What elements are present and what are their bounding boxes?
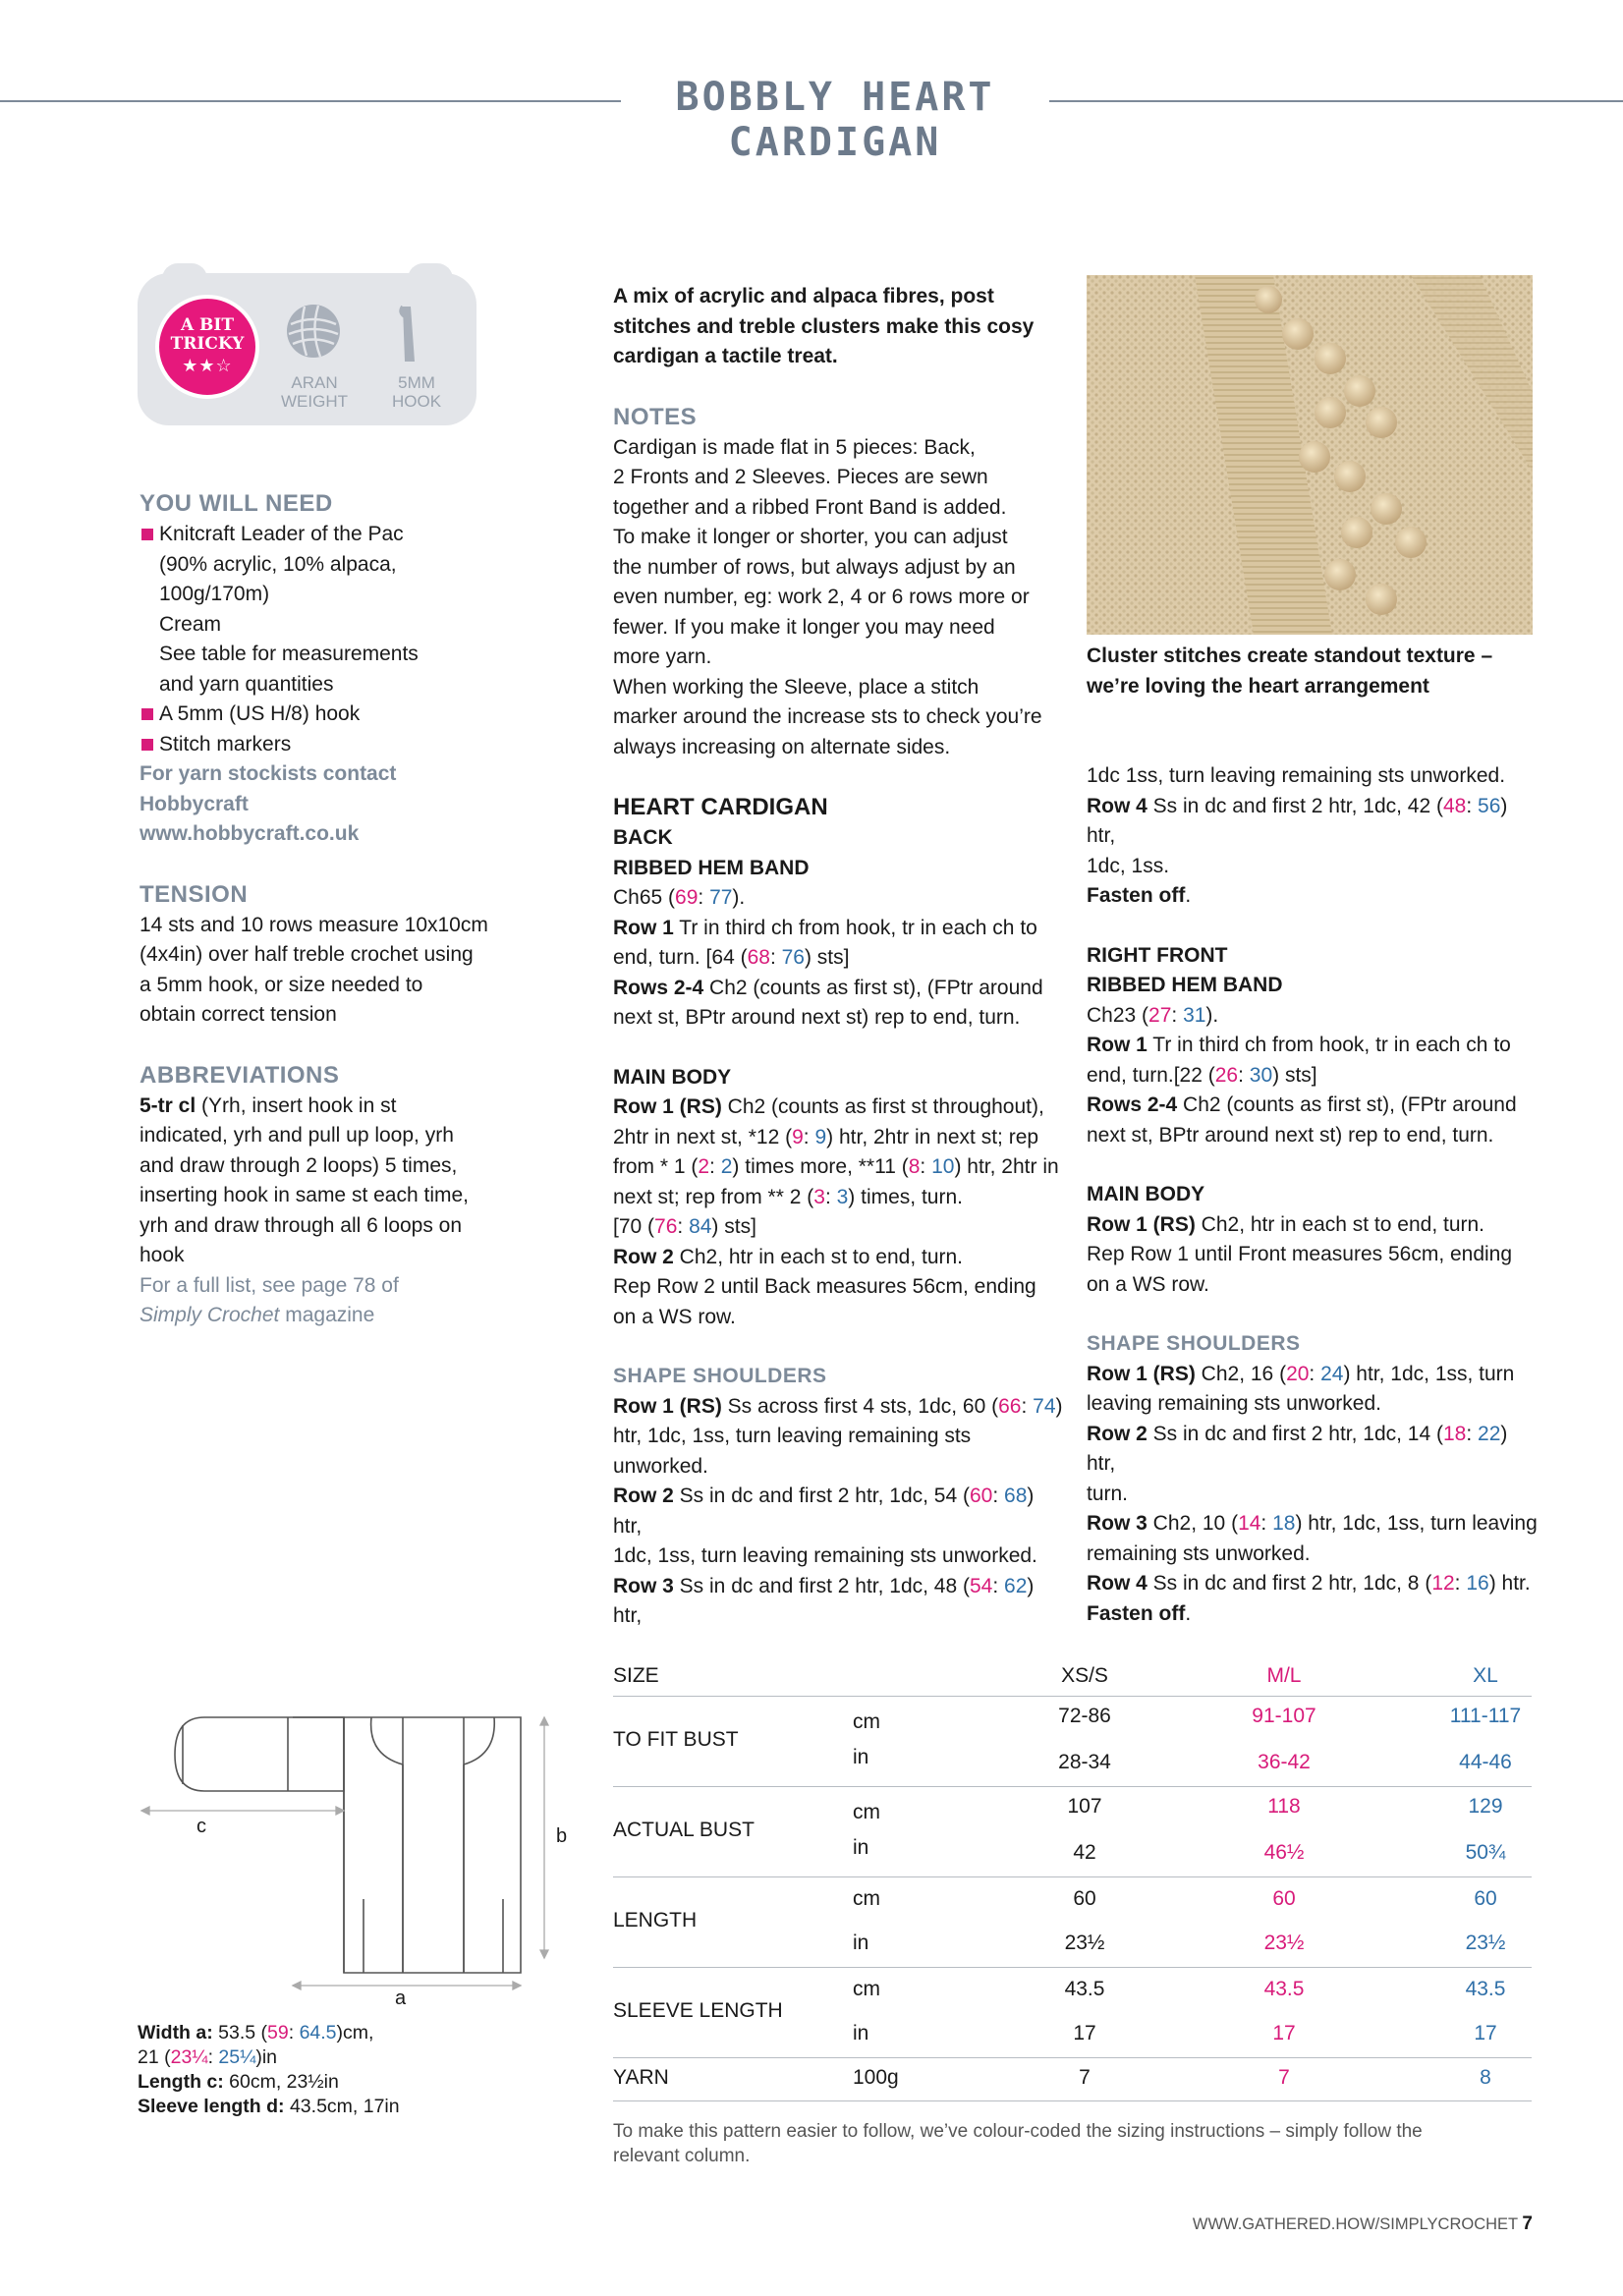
length-dimension: Length c: 60cm, 23½in [138, 2071, 339, 2093]
instruction: from * 1 (2: 2) times more, **11 (8: 10) htr, 2htr in [613, 1155, 1059, 1178]
notes-text: together and a ribbed Front Band is added. [613, 495, 1007, 519]
instruction: 1dc, 1ss. [1087, 854, 1170, 877]
width-dimension: Width a: 53.5 (59: 64.5)cm, [138, 2022, 374, 2044]
section-back: BACK [613, 826, 673, 849]
instruction: next st; rep from ** 2 (3: 3) times, turn. [613, 1185, 963, 1208]
table-row: LENGTH cm in 60 60 60 23½ 23½ 23½ [613, 1877, 1532, 1968]
list-item-cont: 100g/170m) [159, 583, 270, 605]
instruction: Row 2 Ss in dc and first 2 htr, 1dc, 14 (18: 22) htr, [1087, 1422, 1508, 1475]
you-will-need-heading: YOU WILL NEED [140, 490, 333, 517]
stockists-link[interactable]: www.hobbycraft.co.uk [140, 822, 360, 845]
abbreviations-heading: ABBREVIATIONS [140, 1061, 340, 1089]
table-row: SLEEVE LENGTH cm in 43.5 43.5 43.5 17 17 17 [613, 1968, 1532, 2058]
list-item-cont: See table for measurements [159, 643, 419, 665]
instruction: Row 2 Ch2, htr in each st to end, turn. [613, 1245, 964, 1268]
intro-text: A mix of acrylic and alpaca fibres, post [613, 285, 994, 308]
tension-text: 14 sts and 10 rows measure 10x10cm [140, 913, 488, 936]
hook-size-label: 5MM HOOK [391, 373, 442, 411]
instruction: Row 4 Ss in dc and first 2 htr, 1dc, 42 (48: 56) htr, [1087, 794, 1508, 847]
notes-text: fewer. If you make it longer you may need [613, 615, 995, 639]
difficulty-badge [155, 295, 259, 399]
list-item-cont: and yarn quantities [159, 672, 334, 696]
full-list-note: Simply Crochet magazine [140, 1304, 375, 1326]
instruction: Row 3 Ss in dc and first 2 htr, 1dc, 48 (54: 62) htr, [613, 1574, 1035, 1627]
instruction: Fasten off. [1087, 884, 1192, 907]
table-header-row [613, 1657, 1532, 1697]
abbreviation-text: and draw through 2 loops) 5 times, [140, 1153, 458, 1177]
abbreviation-text: inserting hook in same st each time, [140, 1184, 469, 1206]
photo-caption: Cluster stitches create standout texture – we’re loving the heart arrangement [1087, 644, 1493, 698]
full-list-note: For a full list, see page 78 of [140, 1273, 399, 1297]
instruction: Rep Row 2 until Back measures 56cm, ending [613, 1275, 1036, 1298]
instruction: Row 1 (RS) Ch2, 16 (20: 24) htr, 1dc, 1ss, turn [1087, 1362, 1515, 1385]
instruction: Row 1 Tr in third ch from hook, tr in each ch to [613, 916, 1037, 939]
table-note: To make this pattern easier to follow, we’ve colour-coded the sizing instructions – simply follow the relevant column. [613, 2121, 1423, 2166]
instruction: Row 1 Tr in third ch from hook, tr in each ch to [1087, 1034, 1511, 1056]
instruction: end, turn.[22 (26: 30) sts] [1087, 1063, 1317, 1087]
dim-label-b: b [556, 1825, 568, 1847]
instruction: 1dc 1ss, turn leaving remaining sts unworked. [1087, 764, 1506, 787]
instruction: Rows 2-4 Ch2 (counts as first st), (FPtr around [1087, 1093, 1517, 1116]
dim-label-a: a [395, 1988, 407, 2009]
abbreviation-text: hook [140, 1244, 185, 1266]
instruction: [70 (76: 84) sts] [613, 1215, 756, 1238]
difficulty-line1: A BIT [180, 315, 235, 335]
abbreviation-text: indicated, yrh and pull up loop, yrh [140, 1124, 454, 1147]
stockists-text: For yarn stockists contact [140, 762, 397, 785]
notes-text: marker around the increase sts to check you’re [613, 705, 1042, 728]
table-row: YARN 100g 7 7 8 [613, 2058, 1532, 2101]
column-right [1087, 761, 1539, 1629]
table-header-xl: XL [1473, 1664, 1498, 1687]
table-header-xs: XS/S [1061, 1664, 1108, 1687]
instruction: 1dc, 1ss, turn leaving remaining sts unworked. [613, 1544, 1037, 1567]
dim-label-c: c [196, 1816, 206, 1837]
list-item: Stitch markers [140, 730, 503, 760]
difficulty-line2: TRICKY [170, 334, 245, 354]
notes-text: the number of rows, but always adjust by an [613, 555, 1016, 579]
notes-text: even number, eg: work 2, 4 or 6 rows more or [613, 586, 1030, 608]
instruction: leaving remaining sts unworked. [1087, 1392, 1381, 1415]
instruction: turn. [1087, 1482, 1129, 1505]
header-rule-left [0, 100, 621, 102]
notes-heading: NOTES [613, 403, 698, 430]
list-item: Knitcraft Leader of the Pac [140, 520, 503, 550]
cardigan-diagram [136, 1708, 588, 2012]
instruction: Row 1 (RS) Ch2 (counts as first st throughout), [613, 1095, 1044, 1118]
tension-text: (4x4in) over half treble crochet using [140, 943, 474, 966]
instruction: unworked. [613, 1454, 708, 1478]
notes-text: 2 Fronts and 2 Sleeves. Pieces are sewn [613, 466, 988, 488]
table-header-size: SIZE [613, 1664, 659, 1687]
table-row: TO FIT BUST cm in 72-86 91-107 111-117 28-34 36-42 44-46 [613, 1697, 1532, 1787]
instruction: Rows 2-4 Ch2 (counts as first st), (FPtr around [613, 976, 1043, 999]
cardigan-photo [1087, 275, 1533, 635]
page-title: BOBBLY HEART CARDIGAN [675, 75, 995, 165]
instruction: htr, 1dc, 1ss, turn leaving remaining sts [613, 1425, 972, 1447]
instruction: on a WS row. [1087, 1272, 1209, 1296]
footer-url[interactable]: WWW.GATHERED.HOW/SIMPLYCROCHET [1192, 2215, 1523, 2233]
tension-text: obtain correct tension [140, 1003, 337, 1026]
table-header-ml: M/L [1266, 1664, 1302, 1687]
subsection-main-body: MAIN BODY [613, 1065, 732, 1089]
subsection-shape-shoulders: SHAPE SHOULDERS [1087, 1332, 1301, 1355]
page-number: 7 [1522, 2213, 1533, 2234]
subsection-hem-band: RIBBED HEM BAND [1087, 974, 1283, 996]
instruction: Ch65 (69: 77). [613, 886, 746, 909]
subsection-shape-shoulders: SHAPE SHOULDERS [613, 1365, 827, 1387]
list-item: A 5mm (US H/8) hook [140, 700, 503, 730]
intro-text: cardigan a tactile treat. [613, 345, 838, 367]
list-item-cont: (90% acrylic, 10% alpaca, [159, 552, 397, 576]
instruction: next st, BPtr around next st) rep to end, turn. [613, 1006, 1021, 1029]
difficulty-stars: ★★☆ [182, 356, 233, 375]
instruction: Rep Row 1 until Front measures 56cm, ending [1087, 1243, 1513, 1265]
table-row: ACTUAL BUST cm in 107 118 129 42 46½ 50¾ [613, 1787, 1532, 1877]
subsection-main-body: MAIN BODY [1087, 1183, 1205, 1205]
tension-heading: TENSION [140, 880, 249, 908]
instruction: Row 3 Ch2, 10 (14: 18) htr, 1dc, 1ss, turn leaving [1087, 1512, 1538, 1535]
abbreviation-entry: 5-tr cl (Yrh, insert hook in st [140, 1093, 397, 1117]
notes-text: Cardigan is made flat in 5 pieces: Back, [613, 435, 976, 459]
intro-text: stitches and treble clusters make this cosy [613, 314, 1035, 338]
header-rule-right [1049, 100, 1623, 102]
instruction: Ch23 (27: 31). [1087, 1003, 1219, 1027]
list-item-cont: Cream [159, 612, 222, 636]
notes-text: When working the Sleeve, place a stitch [613, 675, 979, 699]
instruction: end, turn. [64 (68: 76) sts] [613, 946, 850, 969]
section-right-front: RIGHT FRONT [1087, 943, 1228, 967]
instruction: Row 1 (RS) Ch2, htr in each st to end, turn. [1087, 1212, 1485, 1236]
width-dimension-in: 21 (23¼: 25¼)in [138, 2046, 278, 2068]
notes-text: more yarn. [613, 645, 712, 668]
instruction: Row 4 Ss in dc and first 2 htr, 1dc, 8 (12: 16) htr. [1087, 1572, 1531, 1595]
instruction: Row 2 Ss in dc and first 2 htr, 1dc, 54 (60: 68) htr, [613, 1484, 1035, 1538]
tension-text: a 5mm hook, or size needed to [140, 973, 423, 996]
yarn-weight-label: ARAN WEIGHT [281, 373, 348, 411]
abbreviation-text: yrh and draw through all 6 loops on [140, 1213, 463, 1237]
size-table [613, 1657, 1532, 2101]
instruction: next st, BPtr around next st) rep to end, turn. [1087, 1123, 1494, 1147]
dimensions-list [138, 2021, 462, 2119]
crochet-hook-icon [393, 303, 422, 364]
subsection-hem-band: RIBBED HEM BAND [613, 856, 810, 879]
notes-text: To make it longer or shorter, you can adjust [613, 526, 1008, 548]
column-middle [613, 282, 1065, 1632]
instruction: remaining sts unworked. [1087, 1541, 1311, 1565]
notes-text: always increasing on alternate sides. [613, 735, 951, 758]
instruction: 2htr in next st, *12 (9: 9) htr, 2htr in next st; rep [613, 1125, 1039, 1148]
page-footer [1100, 2213, 1533, 2235]
instruction: Row 1 (RS) Ss across first 4 sts, 1dc, 60 (66: 74) [613, 1394, 1063, 1418]
pattern-title: HEART CARDIGAN [613, 794, 828, 820]
stockists-name: Hobbycraft [140, 792, 249, 815]
instruction: on a WS row. [613, 1305, 736, 1328]
sleeve-dimension: Sleeve length d: 43.5cm, 17in [138, 2096, 400, 2117]
column-left [140, 488, 503, 1331]
yarn-ball-icon [285, 303, 342, 360]
instruction: Fasten off. [1087, 1601, 1192, 1625]
